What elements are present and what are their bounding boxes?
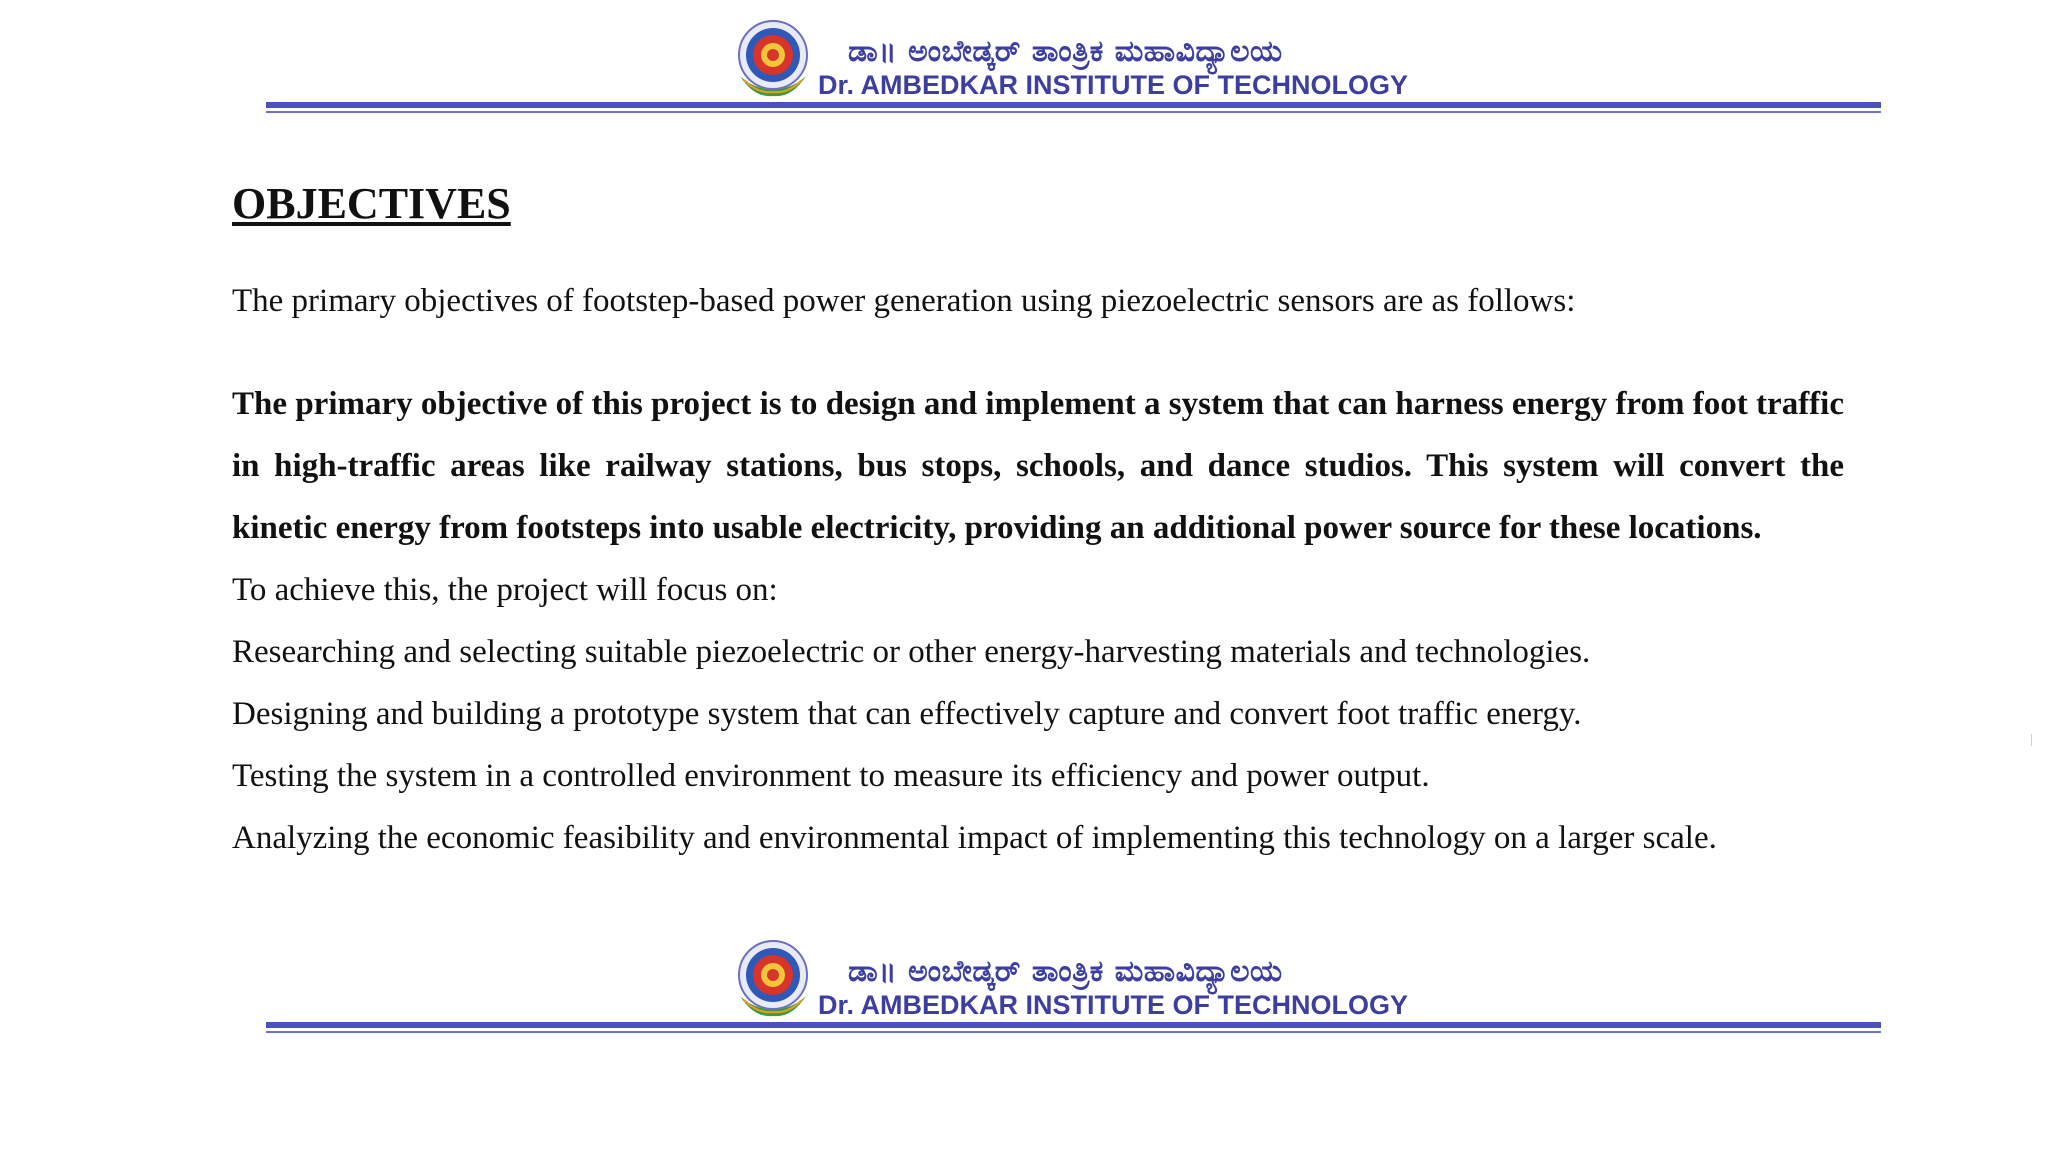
- institute-emblem-icon: [734, 938, 812, 1020]
- institute-emblem-icon: [734, 18, 812, 100]
- footer-divider: [266, 1022, 1881, 1028]
- header-divider: [266, 102, 1881, 108]
- edge-mark: [2031, 734, 2032, 746]
- focus-point: Testing the system in a controlled environment to measure its efficiency and power output.: [232, 758, 1430, 794]
- document-body: [232, 178, 1844, 869]
- institute-name-english: Dr. AMBEDKAR INSTITUTE OF TECHNOLOGY: [818, 990, 1409, 1020]
- page-title: OBJECTIVES: [232, 179, 511, 228]
- institute-name-kannada: ಡಾ॥ ಅಂಬೇಡ್ಕರ್ ತಾಂತ್ರಿಕ ಮಹಾವಿದ್ಯಾಲಯ: [848, 954, 1283, 989]
- institute-name-english: Dr. AMBEDKAR INSTITUTE OF TECHNOLOGY: [818, 70, 1409, 100]
- focus-intro: To achieve this, the project will focus on:: [232, 572, 778, 608]
- primary-objective-paragraph: The primary objective of this project is to design and implement a system that can harness energy from foot traffic in high-traffic areas like railway stations, bus stops, schools, and dance studios. This system will convert the kinetic energy from footsteps into usable electricity, providing an additional power source for these locations.: [232, 386, 1844, 546]
- footer-banner: [0, 934, 2048, 1044]
- footer-divider-thin: [266, 1031, 1881, 1033]
- header-divider-thin: [266, 111, 1881, 113]
- focus-point: Researching and selecting suitable piezoelectric or other energy-harvesting materials and technologies.: [232, 634, 1591, 670]
- institute-name-kannada: ಡಾ॥ ಅಂಬೇಡ್ಕರ್ ತಾಂತ್ರಿಕ ಮಹಾವಿದ್ಯಾಲಯ: [848, 34, 1283, 69]
- focus-point: Analyzing the economic feasibility and environmental impact of implementing this technology on a larger scale.: [232, 820, 1717, 856]
- intro-paragraph: The primary objectives of footstep-based power generation using piezoelectric sensors are as follows:: [232, 283, 1576, 319]
- focus-point: Designing and building a prototype system that can effectively capture and convert foot traffic energy.: [232, 696, 1582, 732]
- header-banner: [0, 14, 2048, 124]
